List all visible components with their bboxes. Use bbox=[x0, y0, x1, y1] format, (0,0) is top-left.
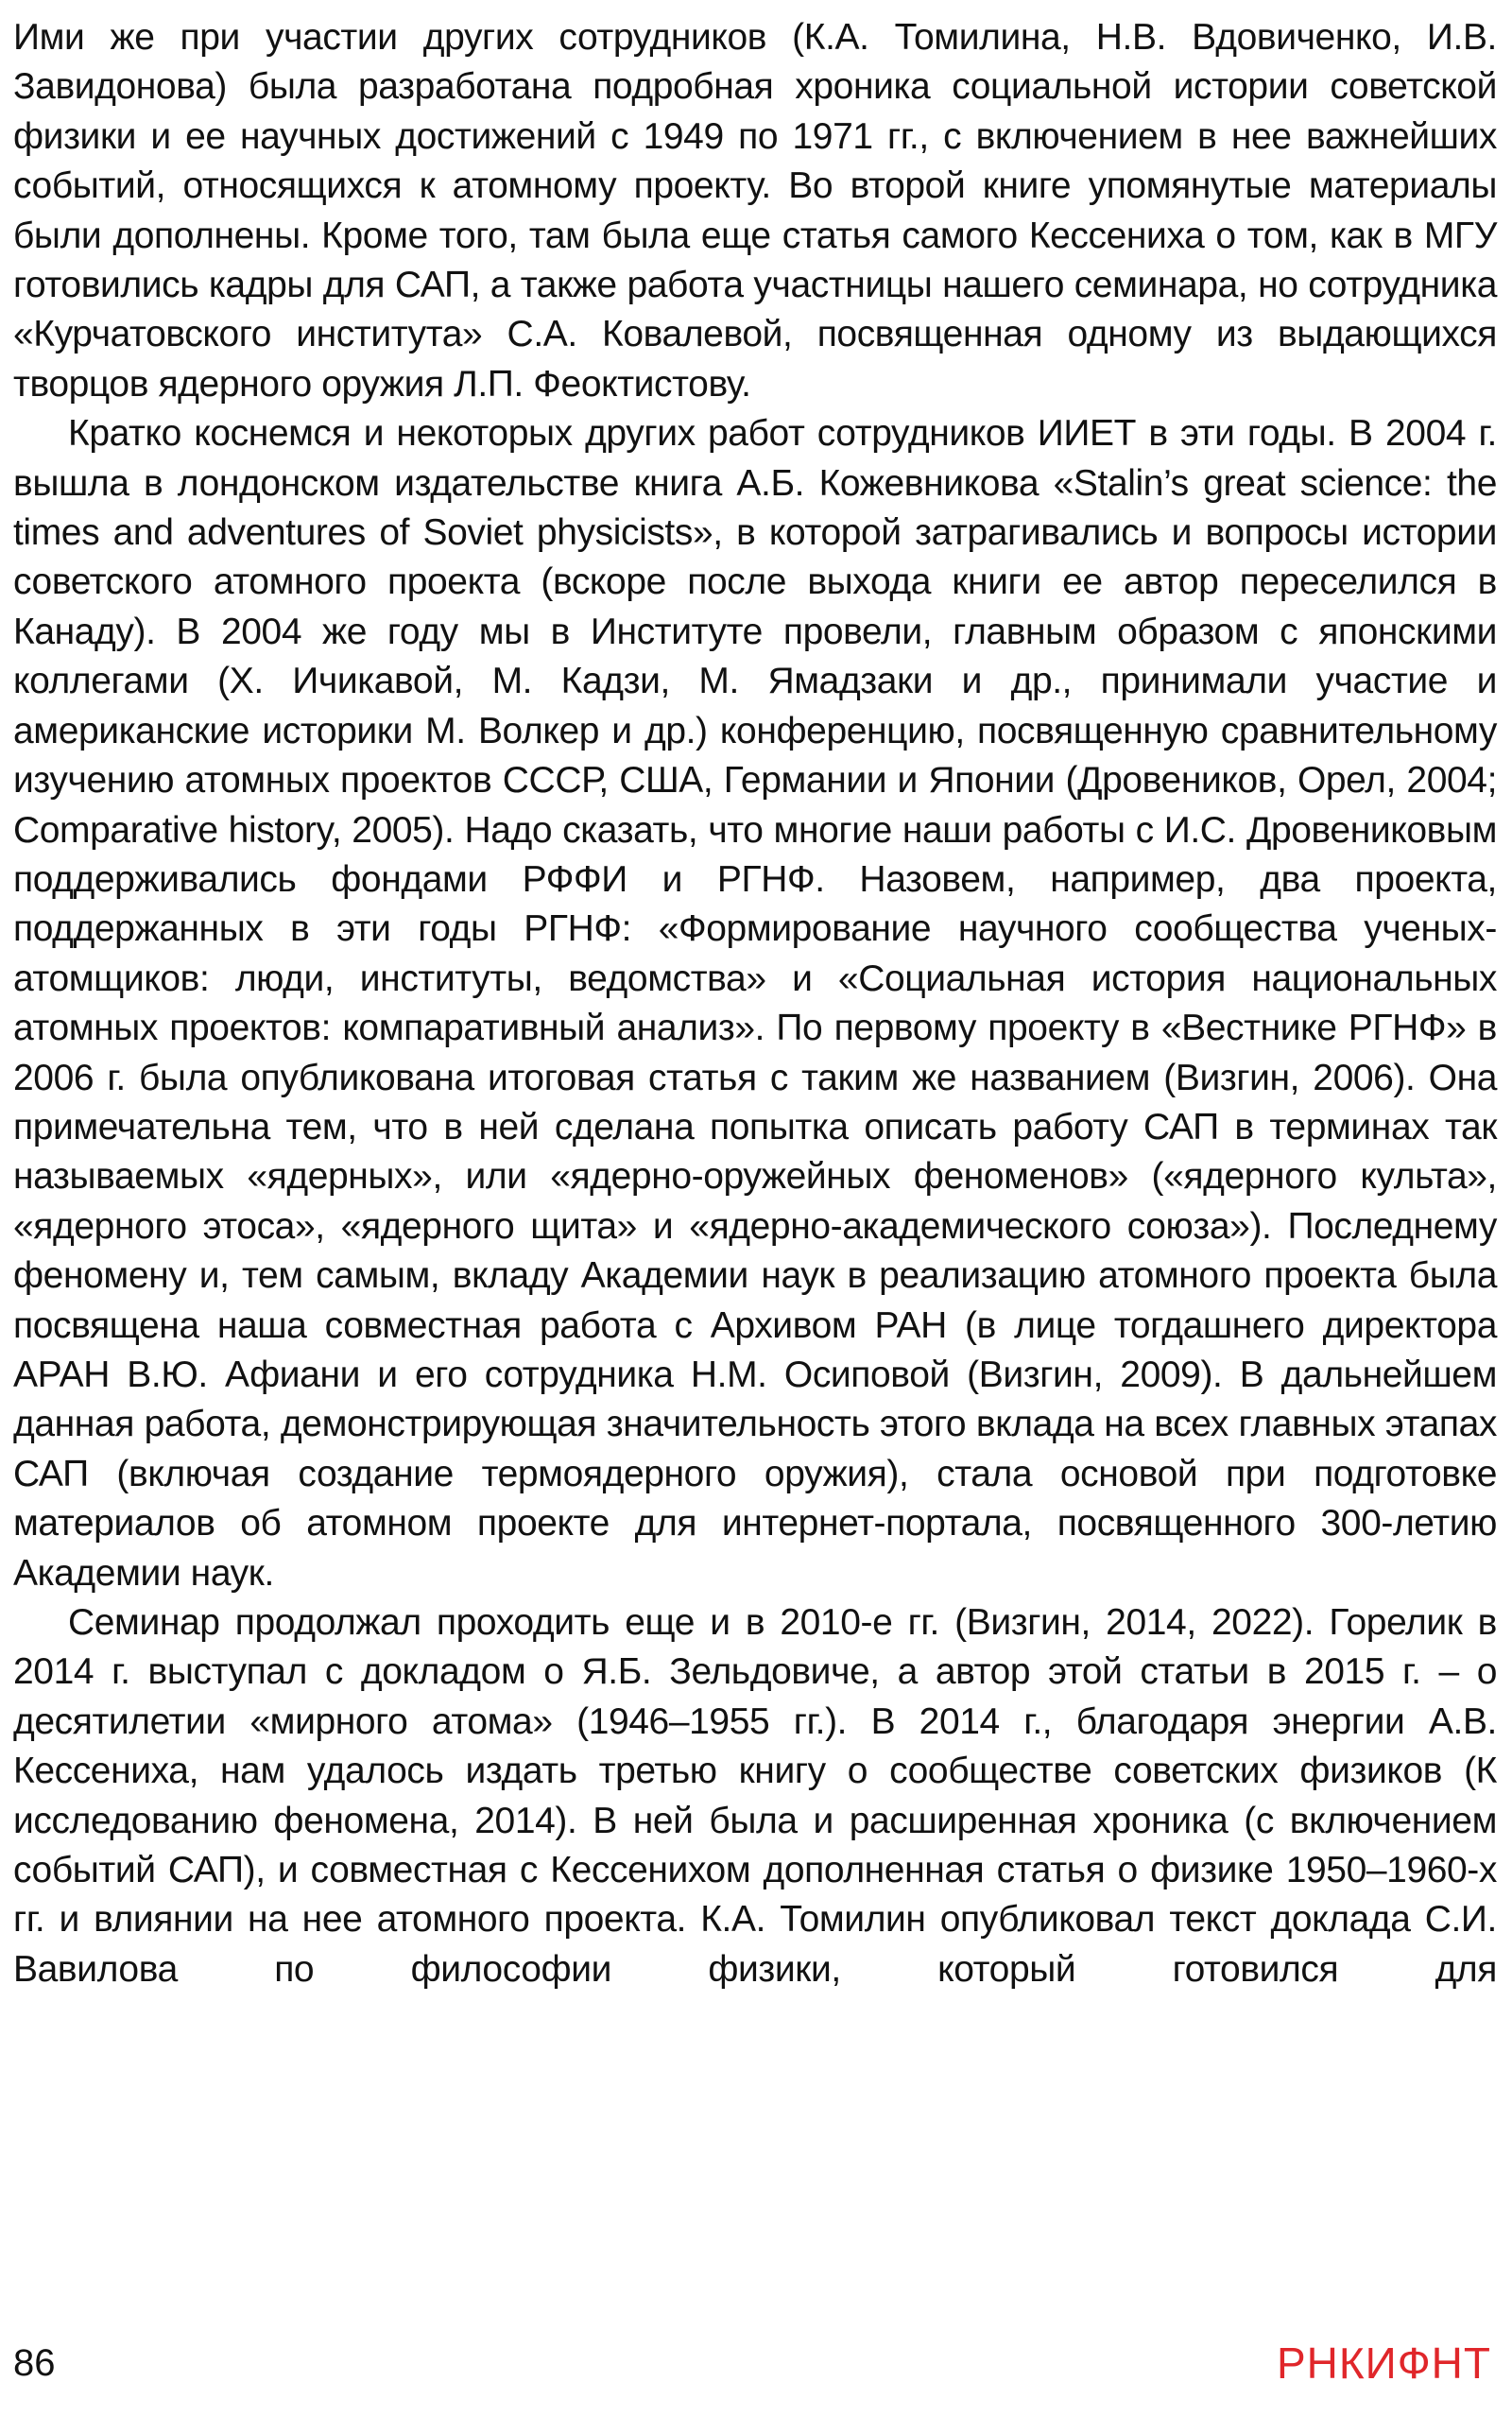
page-number: 86 bbox=[13, 2342, 56, 2384]
document-body bbox=[13, 13, 1497, 1994]
paragraph-1: Ими же при участии других сотрудников (К.А. Томилина, Н.В. Вдовиченко, И.В. Завидонова) была разработана подробная хроника социальной истории советской физики и ее научных достижений с 1949 по 1971 гг., с включением в нее важнейших событий, относящихся к атомному проекту. Во второй книге упомянутые материалы были дополнены. Кроме того, там была еще статья самого Кессениха о том, как в МГУ готовились кадры для САП, а также работа участницы нашего семинара, но сотрудника «Курчатовского института» С.А. Ковалевой, посвященная одному из выдающихся творцов ядерного оружия Л.П. Феоктистову. bbox=[13, 17, 1497, 405]
paragraph-3: Семинар продолжал проходить еще и в 2010-е гг. (Визгин, 2014, 2022). Горелик в 2014 г. выступал с докладом о Я.Б. Зельдовиче, а автор этой статьи в 2015 г. – о десятилетии «мирного атома» (1946–1955 гг.). В 2014 г., благодаря энергии А.В. Кессениха, нам удалось издать третью книгу о сообществе советских физиков (К исследованию феномена, 2014). В ней была и расширенная хроника (с включением событий САП), и совместная с Кессенихом дополненная статья о физике 1950–1960-х гг. и влиянии на нее атомного проекта. К.А. Томилин опубликовал текст доклада С.И. Вавилова по философии физики, который готовился для bbox=[13, 1602, 1497, 1990]
page-footer bbox=[0, 2335, 1512, 2391]
paragraph-2: Кратко коснемся и некоторых других работ сотрудников ИИЕТ в эти годы. В 2004 г. вышла в лондонском издательстве книга А.Б. Кожевникова «Stalin’s great science: the times and adventures of Soviet physicists», в которой затрагивались и вопросы истории советского атомного проекта (вскоре после выхода книги ее автор переселился в Канаду). В 2004 же году мы в Институте провели, главным образом с японскими коллегами (Х. Ичикавой, М. Кадзи, М. Ямадзаки и др., принимали участие и американские историки М. Волкер и др.) конференцию, посвященную сравнительному изучению атомных проектов СССР, США, Германии и Японии (Дровеников, Орел, 2004; Comparative history, 2005). Надо сказать, что многие наши работы с И.С. Дровениковым поддерживались фондами РФФИ и РГНФ. Назовем, например, два проекта, поддержанных в эти годы РГНФ: «Формирование научного сообщества ученых-атомщиков: люди, институты, ведомства» и «Социальная история национальных атомных проектов: компаративный анализ». По первому проекту в «Вестнике РГНФ» в 2006 г. была опубликована итоговая статья с таким же названием (Визгин, 2006). Она примечательна тем, что в ней сделана попытка описать работу САП в терминах так называемых «ядерных», или «ядерно-оружейных феноменов» («ядерного культа», «ядерного этоса», «ядерного щита» и «ядерно-академического союза»). Последнему феномену и, тем самым, вкладу Академии наук в реализацию атомного проекта была посвящена наша совместная работа с Архивом РАН (в лице тогдашнего директора АРАН В.Ю. Афиани и его сотрудника Н.М. Осиповой (Визгин, 2009). В дальнейшем данная работа, демонстрирующая значительность этого вклада на всех главных этапах САП (включая создание термоядерного оружия), стала основой при подготовке материалов об атомном проекте для интернет-портала, посвященного 300-летию Академии наук. bbox=[13, 413, 1497, 1594]
journal-logo: РНКИФНТ bbox=[1276, 2338, 1491, 2388]
